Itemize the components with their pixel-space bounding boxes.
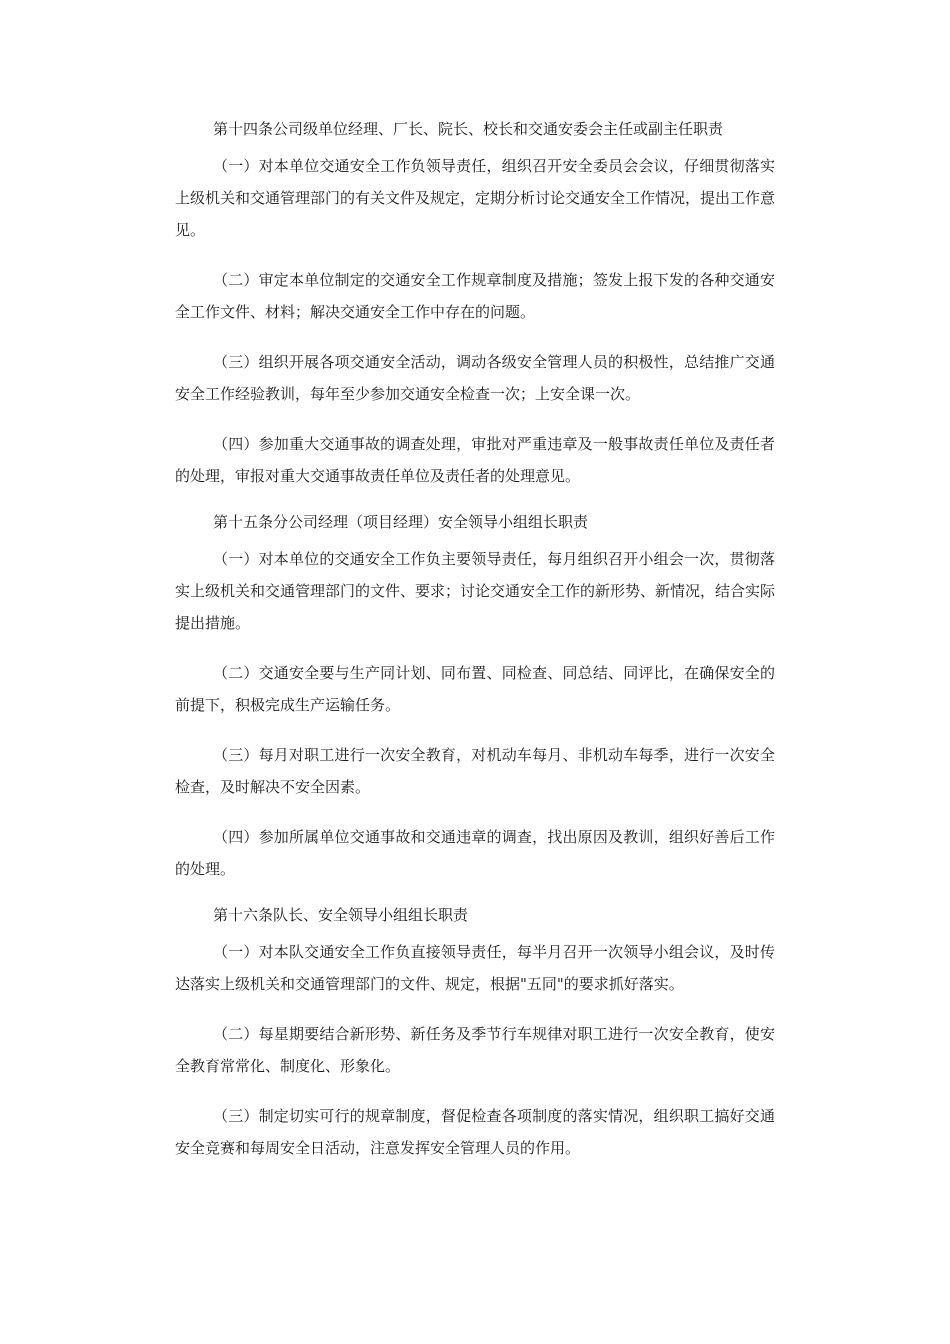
article-14-item-3: （三）组织开展各项交通安全活动，调动各级安全管理人员的积极性，总结推广交通安全工作经验教训，每年至少参加交通安全检查一次；上安全课一次。	[175, 353, 775, 403]
article-14-item-2: （二）审定本单位制定的交通安全工作规章制度及措施；签发上报下发的各种交通安全工作文件、材料；解决交通安全工作中存在的问题。	[175, 271, 775, 321]
article-15-item-3: （三）每月对职工进行一次安全教育，对机动车每月、非机动车每季，进行一次安全检查，及时解决不安全因素。	[175, 746, 775, 796]
article-14-item-4: （四）参加重大交通事故的调查处理，审批对严重违章及一般事故责任单位及责任者的处理，审报对重大交通事故责任单位及责任者的处理意见。	[175, 435, 775, 485]
article-14-heading: 第十四条公司级单位经理、厂长、院长、校长和交通安委会主任或副主任职责	[213, 120, 724, 138]
article-16-item-3: （三）制定切实可行的规章制度，督促检查各项制度的落实情况，组织职工搞好交通安全竞赛和每周安全日活动，注意发挥安全管理人员的作用。	[175, 1107, 775, 1157]
article-16-item-2: （二）每星期要结合新形势、新任务及季节行车规律对职工进行一次安全教育，使安全教育常常化、制度化、形象化。	[175, 1025, 775, 1075]
article-16-item-1: （一）对本队交通安全工作负直接领导责任，每半月召开一次领导小组会议，及时传达落实上级机关和交通管理部门的文件、规定，根据"五同"的要求抓好落实。	[175, 943, 775, 993]
document-body	[175, 113, 775, 1182]
article-16-heading: 第十六条队长、安全领导小组组长职责	[213, 906, 469, 924]
article-15-item-1: （一）对本单位的交通安全工作负主要领导责任，每月组织召开小组会一次，贯彻落实上级机关和交通管理部门的文件、要求；讨论交通安全工作的新形势、新情况，结合实际提出措施。	[175, 550, 776, 632]
article-15-heading: 第十五条分公司经理（项目经理）安全领导小组组长职责	[213, 513, 589, 531]
article-15-item-4: （四）参加所属单位交通事故和交通违章的调查，找出原因及教训，组织好善后工作的处理。	[175, 828, 775, 878]
article-15-item-2: （二）交通安全要与生产同计划、同布置、同检查、同总结、同评比，在确保安全的前提下，积极完成生产运输任务。	[175, 664, 775, 714]
article-14-item-1: （一）对本单位交通安全工作负领导责任，组织召开安全委员会会议，仔细贯彻落实上级机关和交通管理部门的有关文件及规定，定期分析讨论交通安全工作情况，提出工作意见。	[175, 157, 776, 239]
